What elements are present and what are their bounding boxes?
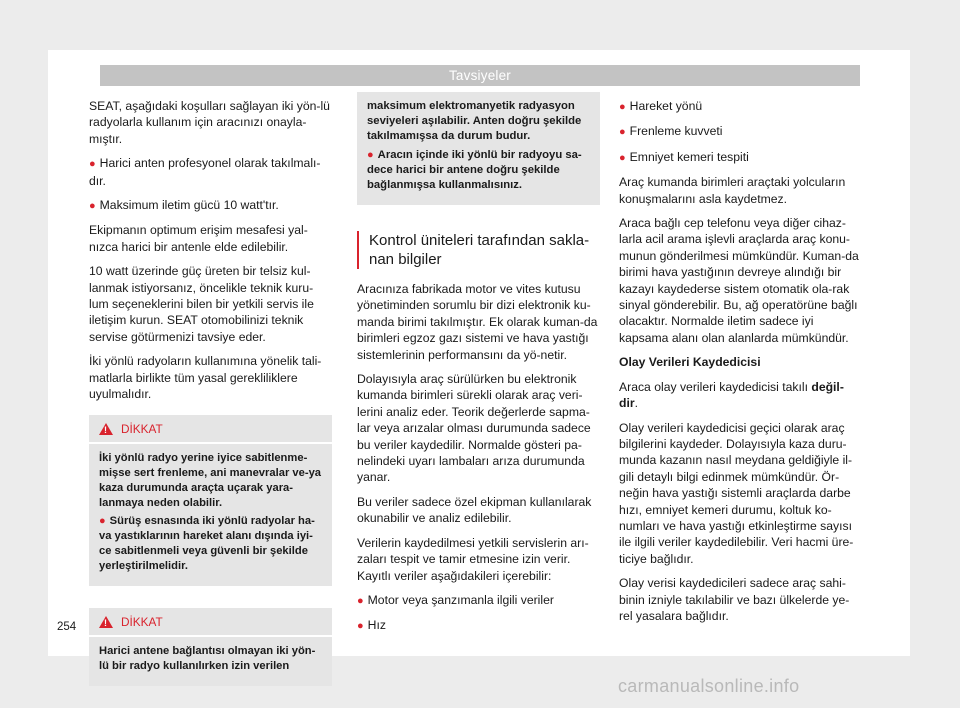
- list-item: ● Maksimum iletim gücü 10 watt'tır.: [89, 198, 279, 213]
- warning-text: İki yönlü radyo yerine iyice sabitlenme-mişse sert frenleme, ani manevralar ve-ya kaza durumunda araçta uçarak yara-lanmaya neden olabilir.: [99, 451, 322, 509]
- paragraph: İki yönlü radyoların kullanımına yönelik tali-matlarla birlikte tüm yasal gerekliliklere uyulmalıdır.: [89, 354, 322, 402]
- bullet-dot-icon: ●: [619, 126, 626, 139]
- list-item: ● Hareket yönü: [619, 99, 703, 113]
- list-item: ● Emniyet kemeri tespiti: [619, 149, 749, 164]
- list-item: ● Sürüş esnasında iki yönlü radyolar ha-va yastıklarının hareket alanı dışında iyi-ce sabitlenmeli veya güvenli bir şekilde yerleştirilmelidir.: [99, 514, 315, 572]
- paragraph: Olay verileri kaydedicisi geçici olarak araç bilgilerini kaydeder. Dolayısıyla kaza duru-munda kazanın nasıl meydana geldiğiyle il-gili detaylı bilgi edinmek mümkündür. Ör-neğin hava yastığı sistemli araçlarda darbe hızı, emniyet kemeri durumu, koltuk ko-numları ve hava yastığı etkinleştirme sayısı ile ilgili veriler kaydedilebilir. Veri hacmi üre-ticiye bağlıdır.: [619, 420, 854, 566]
- paragraph: Araç kumanda birimleri araçtaki yolcuların konuşmalarını asla kaydetmez.: [619, 175, 846, 206]
- warning-body: [89, 637, 332, 686]
- bullet-dot-icon: ●: [99, 514, 106, 527]
- column-2: [357, 92, 600, 643]
- warning-triangle-icon: [99, 616, 113, 628]
- column-3: [619, 98, 862, 632]
- paragraph: Olay verisi kaydedicileri sadece araç sahi-binin izniyle takılabilir ve bazı ülkelerde ye-rel yasalara bağlıdır.: [619, 576, 850, 623]
- list-item: ● Motor veya şanzımanla ilgili veriler: [357, 592, 554, 607]
- paragraph: Aracınıza fabrikada motor ve vites kutusu yönetiminden sorumlu bir dizi elektronik ku-manda birimi takılmıştır. Ek olarak kuman-da birimleri egzoz gazı sistemi ve hava yastığı sistemlerinin performansını da yö-netir.: [357, 282, 598, 362]
- subheading: Olay Verileri Kaydedicisi: [619, 355, 761, 370]
- bullet-dot-icon: ●: [367, 149, 374, 161]
- warning-title: DİKKAT: [121, 614, 163, 629]
- section-title: Kontrol üniteleri tarafından sakla-nan bilgiler: [357, 231, 600, 269]
- warning-text: maksimum elektromanyetik radyasyon seviyeleri aşılabilir. Anten doğru şekilde takılmamışsa da durum budur.: [367, 100, 582, 142]
- header-title: Tavsiyeler: [448, 68, 512, 83]
- bullet-dot-icon: ●: [357, 594, 364, 607]
- watermark: carmanualsonline.info: [618, 676, 800, 696]
- page-number: 254: [57, 621, 77, 633]
- paragraph: Bu veriler sadece özel ekipman kullanılarak okunabilir ve analiz edilebilir.: [357, 494, 592, 526]
- warning-header: [89, 415, 332, 444]
- warning-box: [89, 415, 332, 586]
- bullet-dot-icon: ●: [357, 620, 364, 633]
- warning-continuation-box: [357, 92, 600, 205]
- warning-text: Harici antene bağlantısı olmayan iki yön-lü bir radyo kullanılırken izin verilen: [99, 645, 316, 673]
- bullet-dot-icon: ●: [619, 151, 626, 164]
- list-item: ● Hız: [357, 618, 386, 633]
- warning-box: [89, 608, 332, 686]
- warning-header: [89, 608, 332, 637]
- column-1: [89, 98, 332, 686]
- warning-body: [89, 444, 332, 586]
- warning-title: DİKKAT: [121, 421, 163, 436]
- paragraph: Dolayısıyla araç sürülürken bu elektronik kumanda birimleri sürekli olarak araç veri-lerini analiz eder. Teorik değerlerde sapma-lar veya arızalar olması durumunda sadece bu veriler kaydedilir. Normalde gösteri pa-nelindeki uyarı lambaları arıza durumunda yanar.: [357, 372, 591, 485]
- paragraph: Ekipmanın optimum erişim mesafesi yal-nızca harici bir antenle elde edilebilir.: [89, 223, 308, 254]
- paragraph: 10 watt üzerinde güç üreten bir telsiz kul-lanmak istiyorsanız, öncelikle teknik kuru-lum seçeneklerini bilen bir yetkili servis ile iletişim kurun. SEAT otomobilinizi teknik servise götürmenizi tavsiye eder.: [89, 264, 314, 344]
- warning-triangle-icon: [99, 423, 113, 435]
- paragraph: Araca olay verileri kaydedicisi takılı değil-dir.: [619, 379, 844, 411]
- bullet-dot-icon: ●: [619, 101, 626, 113]
- paragraph: Verilerin kaydedilmesi yetkili servislerin arı-zaları tespit ve tamir etmesine izin verir. Kayıtlı veriler aşağıdakileri içerebilir:: [357, 535, 589, 583]
- intro-paragraph: SEAT, aşağıdaki koşulları sağlayan iki yön-lü radyolarla kullanım için aracınızı onayla-mıştır.: [89, 99, 330, 146]
- list-item: ● Harici anten profesyonel olarak takılmalı-dır.: [89, 156, 321, 188]
- list-item: ● Frenleme kuvveti: [619, 124, 723, 139]
- section-header-band: [100, 65, 860, 86]
- bullet-dot-icon: ●: [89, 158, 96, 171]
- list-item: ● Aracın içinde iki yönlü bir radyoyu sa-dece harici bir antene doğru şekilde bağlanmışsa kullanmalısınız.: [367, 149, 582, 191]
- bullet-dot-icon: ●: [89, 200, 96, 213]
- paragraph: Araca bağlı cep telefonu veya diğer cihaz-larla acil arama işlevli araçlarda araç konu-munun gönderilmesi mümkündür. Kuman-da birimi hava yastığının devreye alındığı bir kazayı kaydederse sistem otomatik ola-rak sinyal gönderebilir. Bu, ağ operatörüne bağlı olacaktır. Normalde iletim sadece iyi kapsama alanı olan alanlarda mümkündür.: [619, 216, 859, 345]
